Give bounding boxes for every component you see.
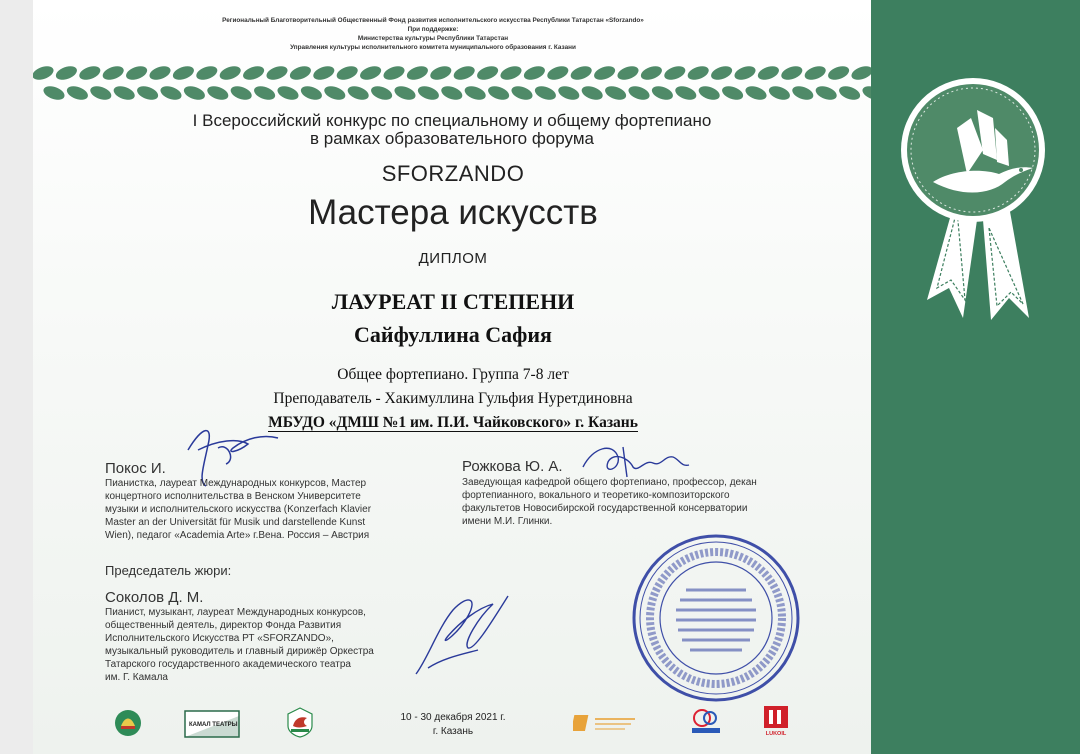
leaf-shape <box>112 84 137 103</box>
leaf-shape <box>358 64 383 83</box>
leaf-shape <box>194 64 219 83</box>
leaf-shape <box>382 64 407 83</box>
leaf-shape <box>159 84 184 103</box>
jury-member1-name: Покос И. <box>105 460 166 477</box>
leaf-shape <box>603 84 628 103</box>
jury-chair-name: Соколов Д. М. <box>105 589 204 606</box>
leaf-shape <box>405 64 430 83</box>
kamal-theatre-text: КАМАЛ ТЕАТРЫ <box>189 722 238 728</box>
leaf-shape <box>510 84 535 103</box>
leaf-shape <box>616 64 641 83</box>
date-range: 10 - 30 декабря 2021 г. <box>400 712 506 723</box>
leaf-shape <box>709 64 734 83</box>
leaf-shape <box>733 64 758 83</box>
left-margin <box>0 0 33 754</box>
kazan-logo <box>285 706 315 738</box>
leaf-shape <box>592 64 617 83</box>
leaf-shape <box>335 64 360 83</box>
signature-sokolov <box>408 588 518 684</box>
winner-name: Сайфуллина Сафия <box>354 322 552 347</box>
jury-chair-description <box>105 606 374 684</box>
leaf-shape <box>229 84 254 103</box>
leaf-shape <box>627 84 652 103</box>
description-line: Wien), педагог «Academia Arte» г.Вена. Россия – Австрия <box>105 530 370 541</box>
leaf-shape <box>697 84 722 103</box>
leaf-shape <box>205 84 230 103</box>
leaf-shape <box>486 84 511 103</box>
brand-title: SFORZANDO <box>381 161 525 186</box>
description-line: Пианистка, лауреат Международных конкурсов, Мастер <box>105 478 367 489</box>
leaf-shape <box>767 84 792 103</box>
description-line: музыкальный руководитель и главный дирижёр Оркестра <box>105 646 374 657</box>
leaf-shape <box>580 84 605 103</box>
leaf-shape <box>101 64 126 83</box>
presidential-grants-logo <box>573 712 643 734</box>
lukoil-logo <box>763 705 789 737</box>
event-city: г. Казань <box>432 726 474 737</box>
leaf-shape <box>499 64 524 83</box>
leaf-shape <box>744 84 769 103</box>
leaf-shape <box>276 84 301 103</box>
school-name: МБУДО «ДМШ №1 им. П.И. Чайковского» г. Казань <box>268 414 638 431</box>
leaf-shape <box>88 84 113 103</box>
leaf-shape <box>65 84 90 103</box>
leaf-shape <box>837 84 862 103</box>
leaf-shape <box>790 84 815 103</box>
leaf-shape <box>77 64 102 83</box>
jury-member2-description <box>462 476 757 528</box>
leaf-shape <box>299 84 324 103</box>
leaf-shape <box>463 84 488 103</box>
leaf-shape <box>124 64 149 83</box>
leaf-shape <box>428 64 453 83</box>
description-line: Исполнительского Искусства РТ «SFORZANDO», <box>105 633 334 644</box>
competition-title-line1: I Всероссийский конкурс по специальному и общему фортепиано <box>192 111 712 130</box>
award-degree: ЛАУРЕАТ II СТЕПЕНИ <box>331 289 575 314</box>
leaf-shape <box>803 64 828 83</box>
leaf-shape <box>673 84 698 103</box>
leaf-shape <box>475 64 500 83</box>
forum-name: Мастера искусств <box>308 193 598 232</box>
leaf-shape <box>148 64 173 83</box>
description-line: музыки и исполнительского искусства (Konzerfach Klavier <box>105 504 372 515</box>
organizer-header <box>153 16 713 52</box>
description-line: концертного исполнительства в Венском Университете <box>105 491 361 502</box>
header-line: Управления культуры исполнительного комитета муниципального образования г. Казани <box>290 44 576 51</box>
description-line: фортепианного, вокального и теоретико-композиторского <box>462 490 730 501</box>
leaf-shape <box>686 64 711 83</box>
description-line: им. Г. Камала <box>105 672 168 683</box>
leaf-shape <box>452 64 477 83</box>
official-stamp <box>630 532 802 704</box>
leaf-shape <box>241 64 266 83</box>
jury-member2-name: Рожкова Ю. А. <box>462 458 563 475</box>
leaf-shape <box>779 64 804 83</box>
event-dates <box>363 711 543 739</box>
leaf-shape <box>569 64 594 83</box>
leaf-shape <box>826 64 851 83</box>
leaf-shape <box>850 64 871 83</box>
document-type: ДИПЛОМ <box>418 250 488 267</box>
leaf-shape <box>265 64 290 83</box>
leaf-shape <box>522 64 547 83</box>
leaf-shape <box>662 64 687 83</box>
leaf-shape <box>369 84 394 103</box>
leaf-shape <box>861 84 871 103</box>
leaf-ornament-band <box>33 62 871 106</box>
description-line: Заведующая кафедрой общего фортепиано, профессор, декан <box>462 477 757 488</box>
leaf-shape <box>322 84 347 103</box>
leaf-shape <box>42 84 67 103</box>
leaf-shape <box>720 84 745 103</box>
diploma-page <box>33 0 871 754</box>
leaf-shape <box>346 84 371 103</box>
header-line: При поддержке: <box>407 26 459 33</box>
leaf-shape <box>252 84 277 103</box>
leaf-shape <box>545 64 570 83</box>
tatarstan-media-logo <box>688 708 724 736</box>
leaf-shape <box>135 84 160 103</box>
teacher-line: Преподаватель - Хакимуллина Гульфия Нуретдиновна <box>273 390 633 407</box>
description-line: Татарского государственного академического театра <box>105 659 351 670</box>
jury-chair-label: Председатель жюри: <box>105 563 232 578</box>
lukoil-text: LUKOIL <box>765 731 787 737</box>
leaf-shape <box>393 84 418 103</box>
leaf-shape <box>556 84 581 103</box>
leaf-shape <box>416 84 441 103</box>
description-line: общественный деятель, директор Фонда Развития <box>105 620 342 631</box>
header-line: Региональный Благотворительный Общественный Фонд развития исполнительского искусства Республики Татарстан «Sforzando» <box>222 17 644 24</box>
award-category: Общее фортепиано. Группа 7-8 лет <box>337 366 569 383</box>
leaf-shape <box>33 64 55 83</box>
leaf-shape <box>311 64 336 83</box>
leaf-shape <box>171 64 196 83</box>
description-line: имени М.И. Глинки. <box>462 516 553 527</box>
leaf-shape <box>288 64 313 83</box>
competition-title-line2: в рамках образовательного форума <box>310 129 594 148</box>
leaf-shape <box>650 84 675 103</box>
tatarstan-logo <box>113 708 143 738</box>
leaf-shape <box>533 84 558 103</box>
description-line: Master an der Universität für Musik und darstellende Kunst <box>105 517 366 528</box>
jury-member1-description <box>105 477 371 542</box>
leaf-shape <box>814 84 839 103</box>
kamal-theatre-logo <box>184 710 240 738</box>
description-line: факультетов Новосибирской государственной консерватории <box>462 503 748 514</box>
description-line: Пианист, музыкант, лауреат Международных конкурсов, <box>105 607 366 618</box>
leaf-shape <box>218 64 243 83</box>
leaf-shape <box>182 84 207 103</box>
leaf-shape <box>439 84 464 103</box>
leaf-shape <box>756 64 781 83</box>
leaf-shape <box>639 64 664 83</box>
side-green-panel <box>871 0 1080 754</box>
award-rosette <box>871 0 1080 754</box>
header-line: Министерства культуры Республики Татарстан <box>357 35 509 42</box>
leaf-shape <box>54 64 79 83</box>
